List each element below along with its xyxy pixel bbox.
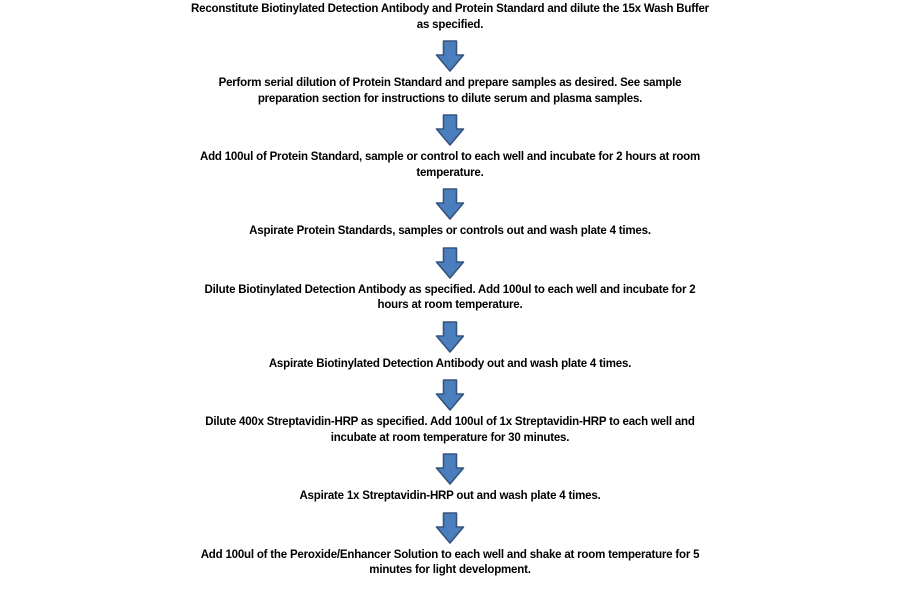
- step-text-line: Dilute Biotinylated Detection Antibody as specified. Add 100ul to each well and incubate for 2: [204, 283, 696, 296]
- step-text-line: preparation section for instructions to dilute serum and plasma samples.: [257, 92, 643, 105]
- step-text: [0, 415, 900, 446]
- step-text: [0, 548, 900, 579]
- step-text: [0, 224, 900, 240]
- down-arrow-icon: [0, 247, 900, 279]
- step-text-line: Perform serial dilution of Protein Standard and prepare samples as desired. See sample: [218, 77, 682, 89]
- step-text: [0, 489, 900, 505]
- step-text-line: Add 100ul of the Peroxide/Enhancer Solution to each well and shake at room temperature for 5: [200, 548, 700, 561]
- step-text-line: Dilute 400x Streptavidin-HRP as specified. Add 100ul of 1x Streptavidin-HRP to each well and: [205, 416, 695, 428]
- step-text: [0, 283, 900, 314]
- step-text-line: Aspirate Biotinylated Detection Antibody out and wash plate 4 times.: [268, 357, 632, 370]
- step-text: [0, 357, 900, 373]
- step-text: [0, 2, 900, 33]
- step-text-line: Add 100ul of Protein Standard, sample or control to each well and incubate for 2 hours at room: [199, 151, 701, 163]
- step-text-line: Aspirate 1x Streptavidin-HRP out and wash plate 4 times.: [299, 490, 601, 502]
- step-text-line: Aspirate Protein Standards, samples or controls out and wash plate 4 times.: [249, 225, 651, 237]
- step-text-line: as specified.: [416, 18, 484, 31]
- down-arrow-icon: [0, 321, 900, 353]
- step-text-line: Reconstitute Biotinylated Detection Antibody and Protein Standard and dilute the 15x Wash Buffer: [191, 3, 709, 15]
- down-arrow-icon: [0, 40, 900, 72]
- step-text: [0, 150, 900, 181]
- step-text-line: incubate at room temperature for 30 minutes.: [330, 431, 570, 444]
- down-arrow-icon: [0, 512, 900, 544]
- step-text-line: minutes for light development.: [369, 564, 531, 576]
- step-text-line: hours at room temperature.: [377, 299, 523, 311]
- down-arrow-icon: [0, 188, 900, 220]
- down-arrow-icon: [0, 114, 900, 146]
- down-arrow-icon: [0, 453, 900, 485]
- down-arrow-icon: [0, 379, 900, 411]
- step-text: [0, 76, 900, 107]
- step-text-line: temperature.: [416, 166, 484, 179]
